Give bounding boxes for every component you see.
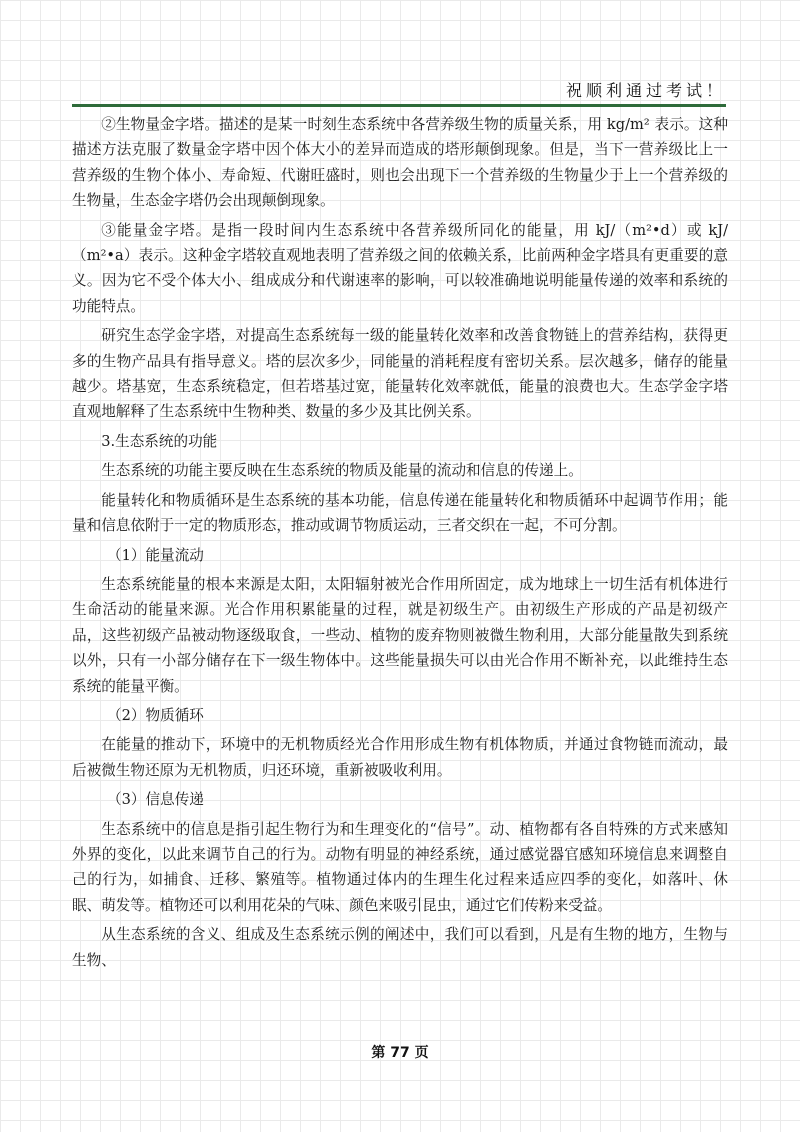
paragraph-energy-flow: 生态系统能量的根本来源是太阳，太阳辐射被光合作用所固定，成为地球上一切生活有机体进行生命活动的能量来源。光合作用积累能量的过程，就是初级生产。由初级生产形成的产品是初级产品，这些初级产品被动物逐级取食，一些动、植物的废弃物则被微生物利用，大部分能量散失到系统以外，只有一小部分储存在下一级生物体中。这些能量损失可以由光合作用不断补充，以此维持生态系统的能量平衡。	[72, 575, 728, 695]
page-number: 第 77 页	[371, 1045, 429, 1061]
section-heading-ecosystem-function: 3.生态系统的功能	[101, 432, 218, 450]
paragraph-energy-pyramid: ③能量金字塔。是指一段时间内生态系统中各营养级所同化的能量，用 kJ/（m²•d）或 kJ/（m²•a）表示。这种金字塔较直观地表明了营养级之间的依赖关系，比前两种金字塔具有更重要的意义。因为它不受个体大小、组成成分和代谢速率的影响，可以较准确地说明能量传递的效率和系统的功能特点。	[72, 221, 728, 315]
subheading-information-transfer: （3）信息传递	[107, 791, 204, 809]
page-body	[72, 112, 728, 977]
paragraph-pyramid-research: 研究生态学金字塔，对提高生态系统每一级的能量转化效率和改善食物链上的营养结构，获得更多的生物产品具有指导意义。塔的层次多少，同能量的消耗程度有密切关系。层次越多，储存的能量越少。塔基宽，生态系统稳定，但若塔基过宽，能量转化效率就低，能量的浪费也大。生态学金字塔直观地解释了生态系统中生物种类、数量的多少及其比例关系。	[72, 327, 728, 421]
paragraph-function-intro: 生态系统的功能主要反映在生态系统的物质及能量的流动和信息的传递上。	[101, 462, 583, 480]
paragraph-function-overview: 能量转化和物质循环是生态系统的基本功能，信息传递在能量转化和物质循环中起调节作用；能量和信息依附于一定的物质形态，推动或调节物质运动，三者交织在一起，不可分割。	[72, 491, 728, 535]
paragraph-material-cycle: 在能量的推动下，环境中的无机物质经光合作用形成生物有机体物质，并通过食物链而流动，最后被微生物还原为无机物质，归还环境，重新被吸收利用。	[72, 736, 728, 779]
subheading-material-cycle: （2）物质循环	[107, 706, 204, 724]
header-divider	[72, 104, 726, 107]
paragraph-biomass-pyramid: ②生物量金字塔。描述的是某一时刻生态系统中各营养级生物的质量关系，用 kg/m² 表示。这种描述方法克服了数量金字塔中因个体大小的差异而造成的塔形颠倒现象。但是，当下一营养级比上一营养级的生物个体小、寿命短、代谢旺盛时，则也会出现下一个营养级的生物量少于上一个营养级的生物量，生态金字塔仍会出现颠倒现象。	[72, 116, 728, 210]
paragraph-information-transfer: 生态系统中的信息是指引起生物行为和生理变化的“信号”。动、植物都有各自特殊的方式来感知外界的变化，以此来调节自己的行为。动物有明显的神经系统，通过感觉器官感知环境信息来调整自己的行为，如捕食、迁移、繁殖等。植物通过体内的生理生化过程来适应四季的变化，如落叶、休眠、萌发等。植物还可以利用花朵的气味、颜色来吸引昆虫，通过它们传粉来受益。	[72, 820, 728, 914]
subheading-energy-flow: （1）能量流动	[107, 546, 204, 564]
paragraph-closing: 从生态系统的含义、组成及生态系统示例的阐述中，我们可以看到，凡是有生物的地方，生物与生物、	[72, 926, 728, 969]
header-slogan: 祝顺利通过考试！	[565, 81, 726, 100]
